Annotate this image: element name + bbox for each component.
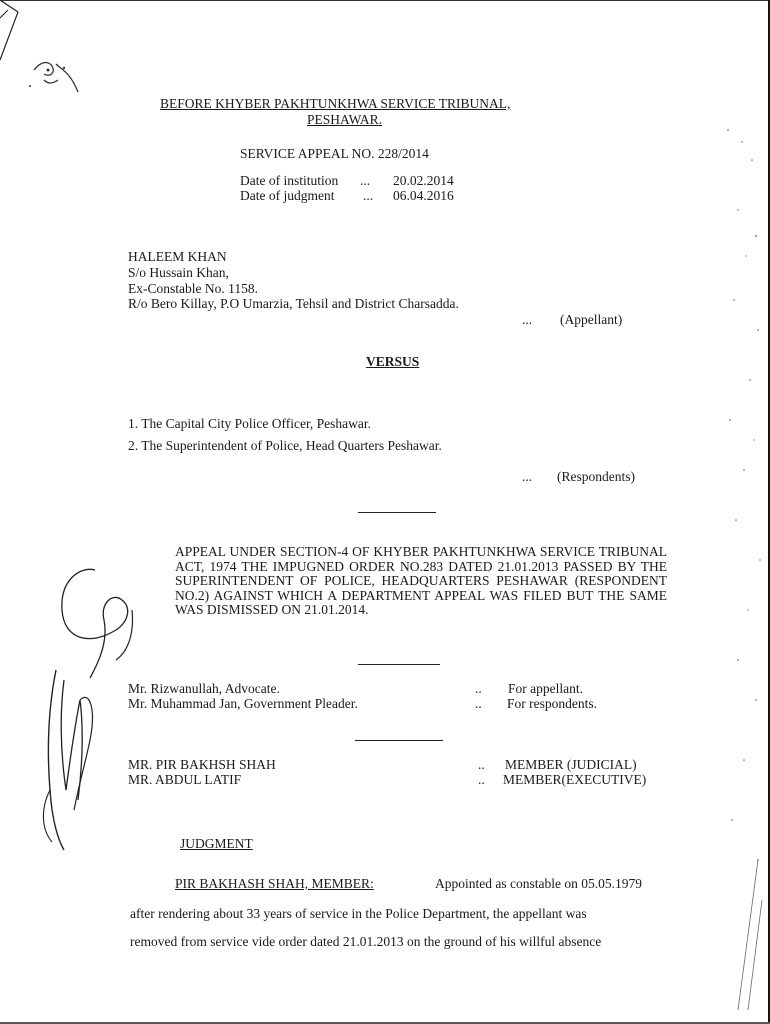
institution-label: Date of institution — [240, 173, 339, 188]
bench-member-1-name: MR. PIR BAKHSH SHAH — [128, 757, 276, 772]
appellant-role: (Appellant) — [560, 312, 623, 327]
separator-rule-1 — [358, 512, 436, 513]
versus-heading: VERSUS — [366, 354, 420, 369]
judgment-date: 06.04.2016 — [393, 188, 454, 203]
judgment-author: PIR BAKHASH SHAH, MEMBER: — [175, 876, 374, 891]
appellant-rank: Ex-Constable No. 1158. — [128, 281, 258, 296]
appeal-description: APPEAL UNDER SECTION-4 OF KHYBER PAKHTUNKHWA SERVICE TRIBUNAL ACT, 1974 THE IMPUGNED ORDER NO.283 DATED 21.01.2013 PASSED BY THE SUPERINTENDENT OF POLICE, HEADQUARTERS PESHAWAR (RESPONDENT NO.2) AGAINST WHICH A DEPARTMENT APPEAL WAS FILED BUT THE SAME WAS DISMISSED ON 21.01.2014. — [175, 544, 667, 618]
institution-date: 20.02.2014 — [393, 173, 454, 188]
respondents-sep: ... — [522, 469, 533, 484]
bench-member-2-name: MR. ABDUL LATIF — [128, 772, 242, 787]
respondent-1: 1. The Capital City Police Officer, Peshawar. — [128, 416, 372, 431]
judgment-line-1: Appointed as constable on 05.05.1979 — [435, 876, 642, 891]
bench-member-2-role: MEMBER(EXECUTIVE) — [503, 772, 647, 787]
scan-noise-right — [708, 0, 768, 1024]
counsel-respondent-sep: .. — [475, 696, 482, 711]
appellant-father: S/o Hussain Khan, — [128, 265, 229, 280]
counsel-appellant-name: Mr. Rizwanullah, Advocate. — [128, 681, 280, 696]
counsel-respondent-name: Mr. Muhammad Jan, Government Pleader. — [128, 696, 358, 711]
judgment-line-3: removed from service vide order dated 21.01.2013 on the ground of his willful absence — [130, 934, 602, 949]
institution-sep: ... — [360, 173, 371, 188]
tribunal-heading: BEFORE KHYBER PAKHTUNKHWA SERVICE TRIBUNAL, — [160, 96, 511, 111]
counsel-appellant-role: For appellant. — [508, 681, 583, 696]
appellant-sep: ... — [522, 312, 533, 327]
appeal-number: SERVICE APPEAL NO. 228/2014 — [240, 146, 429, 161]
separator-rule-3 — [355, 740, 443, 741]
bench-member-1-role: MEMBER (JUDICIAL) — [505, 757, 637, 772]
handwritten-signature — [20, 560, 160, 860]
counsel-appellant-sep: .. — [475, 681, 482, 696]
bench-member-1-sep: .. — [478, 757, 485, 772]
judgment-line-2: after rendering about 33 years of service in the Police Department, the appellant was — [130, 906, 587, 921]
respondents-role: (Respondents) — [557, 469, 635, 484]
appellant-address: R/o Bero Killay, P.O Umarzia, Tehsil and District Charsadda. — [128, 296, 459, 311]
judgment-date-label: Date of judgment — [240, 188, 335, 203]
bench-member-2-sep: .. — [478, 772, 485, 787]
respondent-2: 2. The Superintendent of Police, Head Quarters Peshawar. — [128, 438, 442, 453]
appellant-name: HALEEM KHAN — [128, 249, 227, 264]
separator-rule-2 — [358, 664, 440, 665]
tribunal-city: PESHAWAR. — [307, 112, 383, 127]
judgment-date-sep: ... — [363, 188, 374, 203]
corner-scan-mark — [0, 0, 120, 110]
counsel-respondent-role: For respondents. — [507, 696, 597, 711]
judgment-heading: JUDGMENT — [180, 836, 253, 851]
